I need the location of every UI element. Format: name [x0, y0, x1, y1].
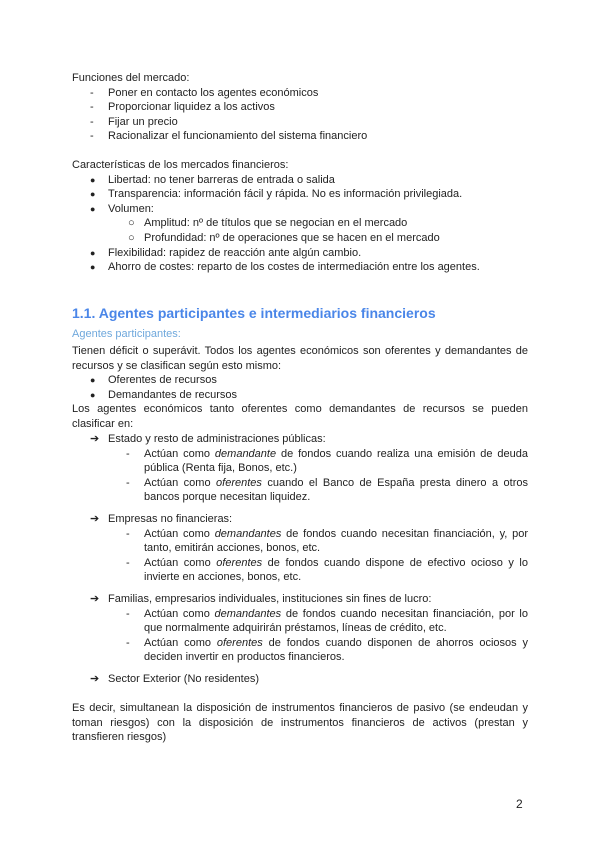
paragraph-line: clasificar en: [72, 417, 134, 430]
list-item-text: Amplitud: nº de títulos que se negocian en el mercado [144, 217, 408, 230]
list-item [72, 115, 528, 130]
arrow-item [72, 432, 528, 447]
estado-group [72, 432, 528, 505]
list-item [72, 527, 528, 542]
caracteristicas-title: Características de los mercados financieros: [72, 159, 289, 171]
arrow-item-text: Estado y resto de administraciones públicas: [108, 433, 326, 445]
arrow-icon: ➔ [90, 593, 100, 605]
list-item [72, 388, 528, 403]
list-item-text: Demandantes de recursos [108, 388, 238, 401]
arrow-item [72, 592, 528, 607]
list-item [72, 202, 528, 217]
list-item-text: Oferentes de recursos [108, 374, 217, 387]
list-item-text: Actúan como oferentes cuando el Banco de España presta dinero a otros [144, 476, 528, 489]
list-item [72, 86, 528, 101]
paragraph-line: transfieren riesgos) [72, 731, 167, 744]
funciones-title: Funciones del mercado: [72, 72, 190, 84]
dash-marker: - [90, 115, 94, 128]
section-subheading: Agentes participantes: [72, 328, 181, 340]
dash-marker: - [126, 556, 130, 569]
arrow-icon: ➔ [90, 673, 100, 685]
list-item-text: Profundidad: nº de operaciones que se hacen en el mercado [144, 231, 440, 244]
list-item-text: Racionalizar el funcionamiento del sistema financiero [108, 130, 368, 143]
list-item-continuation [72, 621, 528, 636]
list-item-continuation [72, 541, 528, 556]
arrow-item [72, 512, 528, 527]
bullet-marker: ● [90, 203, 96, 214]
section-heading: 1.1. Agentes participantes e intermediarios financieros [72, 305, 436, 321]
list-item-text: tanto, emitirán acciones, bonos, etc. [144, 542, 321, 555]
list-item [72, 636, 528, 651]
list-item-text: invierte en acciones, bonos, etc. [144, 571, 302, 584]
list-item-text: Volumen: [108, 202, 154, 215]
empresas-group [72, 512, 528, 585]
list-item [72, 607, 528, 622]
list-item [72, 260, 528, 275]
list-item [72, 187, 528, 202]
agentes-intro [72, 344, 528, 432]
dash-marker: - [126, 447, 130, 460]
list-item [72, 231, 528, 246]
dash-marker: - [90, 86, 94, 99]
list-item-continuation [72, 650, 528, 665]
bullet-marker: ● [90, 174, 96, 185]
list-item-text: Flexibilidad: rapidez de reacción ante algún cambio. [108, 246, 362, 259]
list-item [72, 556, 528, 571]
dash-marker: - [126, 476, 130, 489]
paragraph-line: recursos y se clasifican según esto mismo: [72, 359, 282, 372]
list-item-text: pública (Renta fija, Bonos, etc.) [144, 462, 297, 475]
dash-marker: - [126, 607, 130, 620]
caracteristicas-section [72, 158, 528, 275]
bullet-marker: ● [90, 189, 96, 200]
list-item-text: Actúan como demandantes de fondos cuando necesitan financiación, y, por [144, 527, 528, 540]
list-item [72, 129, 528, 144]
list-item-text: Actúan como oferentes de fondos cuando disponen de ahorros ociosos y [144, 636, 528, 649]
list-item [72, 476, 528, 491]
list-item [72, 216, 528, 231]
arrow-item-text: Familias, empresarios individuales, instituciones sin fines de lucro: [108, 593, 432, 605]
paragraph-line: Los agentes económicos tanto oferentes como demandantes de recursos se pueden [72, 403, 528, 416]
arrow-icon: ➔ [90, 433, 100, 445]
list-item-text: que normalmente adquirirán préstamos, líneas de crédito, etc. [144, 622, 447, 635]
dash-marker: - [90, 130, 94, 143]
dash-marker: - [126, 527, 130, 540]
circle-marker: ○ [128, 231, 135, 244]
list-item-text: bancos porque necesitan liquidez. [144, 491, 311, 504]
list-item-text: Transparencia: información fácil y rápida. No es información privilegiada. [108, 188, 463, 201]
list-item-text: Poner en contacto los agentes económicos [108, 86, 319, 99]
list-item [72, 100, 528, 115]
dash-marker: - [126, 636, 130, 649]
list-item-text: Actúan como demandantes de fondos cuando necesitan financiación, por lo [144, 607, 528, 620]
arrow-item-text: Sector Exterior (No residentes) [108, 673, 259, 685]
list-item-continuation [72, 461, 528, 476]
bullet-marker: ● [90, 262, 96, 273]
conclusion-paragraph [72, 701, 528, 745]
arrow-item [72, 672, 528, 687]
familias-group [72, 592, 528, 665]
bullet-marker: ● [90, 247, 96, 258]
list-item-text: Ahorro de costes: reparto de los costes de intermediación entre los agentes. [108, 261, 480, 274]
paragraph-line: Es decir, simultanean la disposición de instrumentos financieros de pasivo (se endeudan y [72, 702, 528, 714]
list-item-text: Actúan como demandante de fondos cuando realiza una emisión de deuda [144, 447, 528, 460]
list-item-text: deciden invertir en productos financieros. [144, 651, 345, 664]
paragraph-line: Tienen déficit o superávit. Todos los agentes económicos son oferentes y demandantes de [72, 345, 528, 357]
list-item-continuation [72, 570, 528, 585]
bullet-marker: ● [90, 389, 96, 400]
list-item-text: Actúan como oferentes de fondos cuando dispone de efectivo ocioso y lo [144, 556, 528, 569]
list-item [72, 373, 528, 388]
funciones-section [72, 71, 528, 144]
bullet-marker: ● [90, 375, 96, 386]
arrow-icon: ➔ [90, 513, 100, 525]
arrow-item-text: Empresas no financieras: [108, 513, 233, 525]
paragraph-line: toman riesgos) con la disposición de instrumentos financieros de activos (prestan y [72, 716, 528, 729]
circle-marker: ○ [128, 217, 135, 230]
list-item [72, 246, 528, 261]
list-item [72, 173, 528, 188]
list-item [72, 447, 528, 462]
list-item-text: Fijar un precio [108, 115, 178, 128]
sector-exterior-group [72, 672, 528, 687]
dash-marker: - [90, 101, 94, 114]
page-number: 2 [516, 797, 523, 811]
list-item-text: Libertad: no tener barreras de entrada o salida [108, 173, 335, 186]
list-item-continuation [72, 490, 528, 505]
list-item-text: Proporcionar liquidez a los activos [108, 101, 275, 114]
